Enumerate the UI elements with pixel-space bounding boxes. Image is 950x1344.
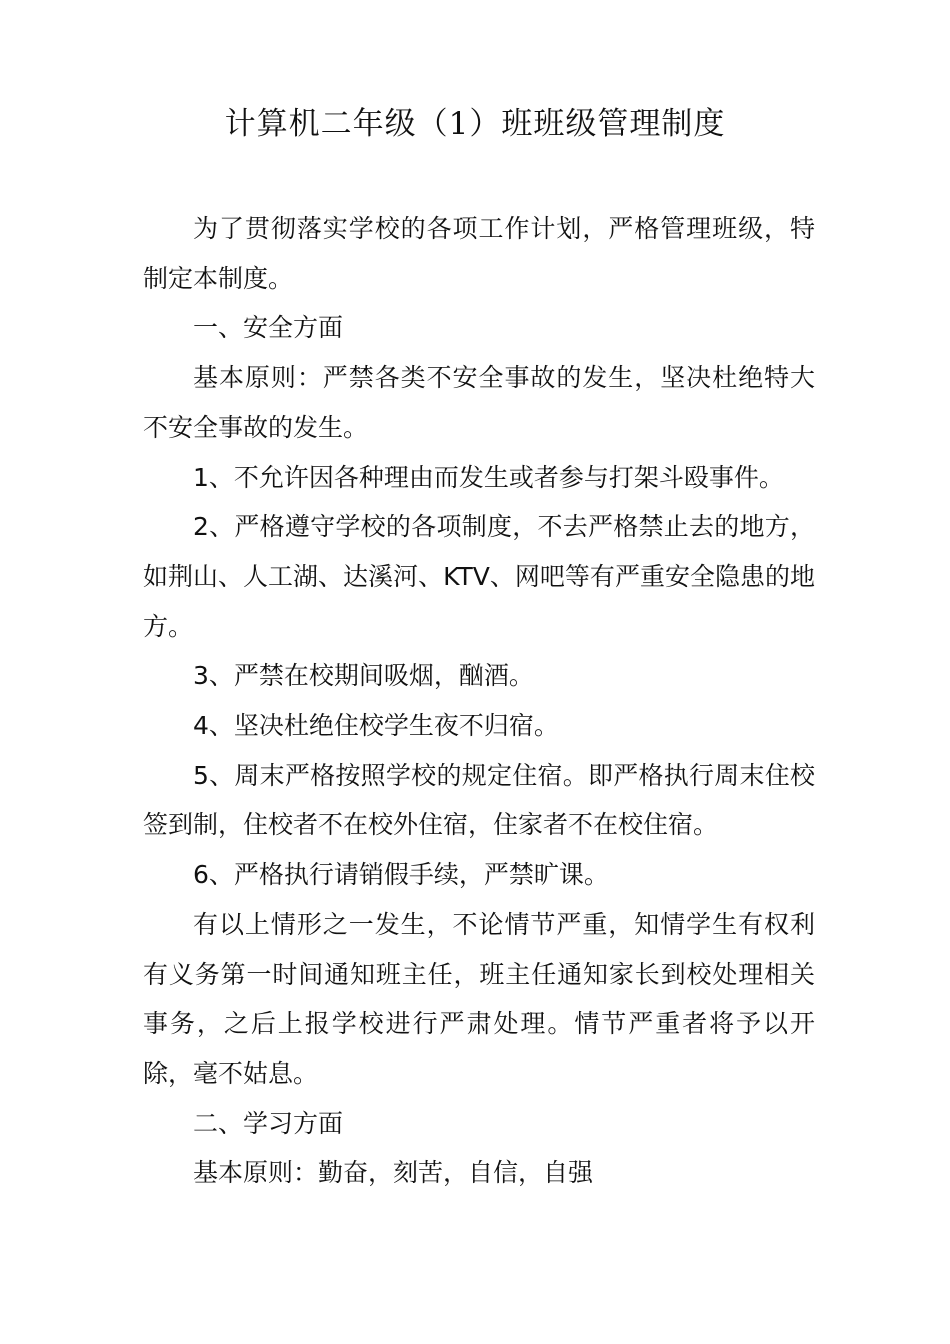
document-title: 计算机二年级（1）班班级管理制度 [224,106,726,142]
paragraph-rule-6: 6、严格执行请销假手续，严禁旷课。 [193,860,609,890]
paragraph-safety-principle: 基本原则：严禁各类不安全事故的发生，坚决杜绝特大不安全事故的发生。 [143,363,815,442]
paragraph-rule-1: 1、不允许因各种理由而发生或者参与打架斗殴事件。 [193,462,784,492]
paragraph-study-principle: 基本原则：勤奋，刻苦，自信，自强 [193,1158,594,1188]
paragraph-rule-4: 4、坚决杜绝住校学生夜不归宿。 [193,711,559,741]
paragraph-intro: 为了贯彻落实学校的各项工作计划，严格管理班级，特制定本制度。 [143,214,815,293]
paragraph-rule-3: 3、严禁在校期间吸烟，酗酒。 [193,661,534,691]
paragraph-consequences: 有以上情形之一发生，不论情节严重，知情学生有权利有义务第一时间通知班主任，班主任通知家长到校处理相关事务，之后上报学校进行严肃处理。情节严重者将予以开除，毫不姑息。 [143,909,815,1088]
section-heading-study: 二、学习方面 [193,1108,344,1138]
document-body [143,204,815,1198]
paragraph-rule-2: 2、严格遵守学校的各项制度，不去严格禁止去的地方，如荆山、人工湖、达溪河、KTV、网吧等有严重安全隐患的地方。 [143,512,815,641]
paragraph-rule-5: 5、周末严格按照学校的规定住宿。即严格执行周末住校签到制，住校者不在校外住宿，住家者不在校住宿。 [143,760,815,840]
section-heading-safety: 一、安全方面 [193,313,344,343]
